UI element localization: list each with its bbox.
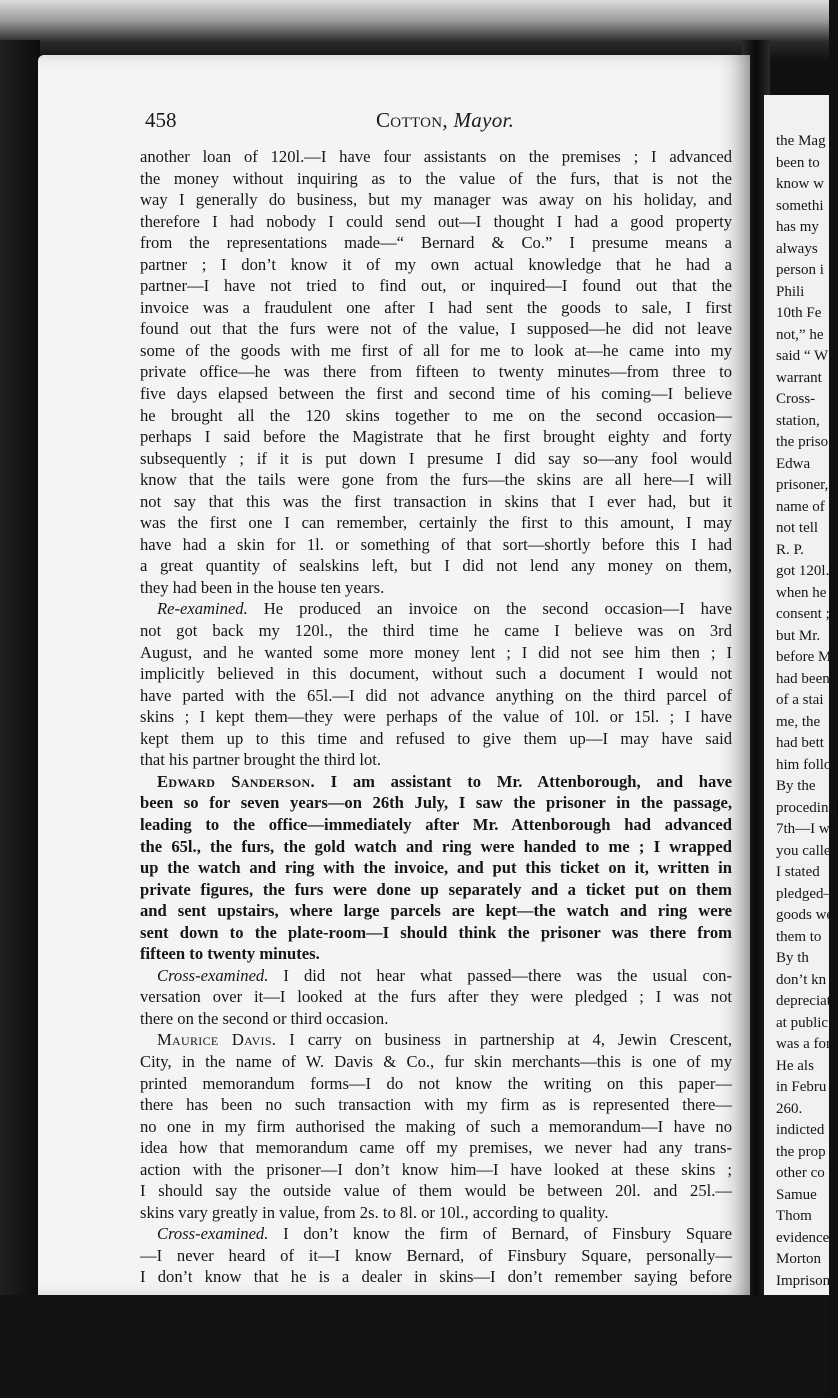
line-text: he brought all the 120 skins together to me on the second occasion— xyxy=(140,405,732,425)
facing-page-fragment: them to xyxy=(776,928,822,945)
facing-page-fragment: Phili xyxy=(776,283,805,300)
text-line xyxy=(140,340,732,362)
text-line xyxy=(140,1051,732,1073)
examination-heading: Cross-examined. xyxy=(157,965,269,985)
line-text: fifteen to twenty minutes. xyxy=(140,944,320,964)
text-line xyxy=(140,254,732,276)
facing-page-fragment: the Mag xyxy=(776,133,826,149)
facing-page-fragment: had bett xyxy=(776,735,824,751)
text-line xyxy=(140,965,732,987)
line-text: they had been in the house ten years. xyxy=(140,577,385,597)
scan-left-edge xyxy=(0,40,40,1398)
facing-page-fragment: been to xyxy=(776,154,820,171)
text-line xyxy=(140,318,732,340)
facing-page-fragment: got 120l. xyxy=(776,563,830,579)
line-text: up the watch and ring with the invoice, and put this ticket on it, written in xyxy=(140,858,732,878)
line-text: perhaps I said before the Magistrate that he first brought eighty and forty xyxy=(140,427,732,447)
text-line xyxy=(140,168,732,190)
line-text: August, and he wanted some more money lent ; I did not see him then ; I xyxy=(140,642,732,662)
facing-page-fragment: had been xyxy=(776,670,830,687)
facing-page-fragment: By th xyxy=(776,950,809,966)
facing-page xyxy=(764,95,838,1325)
text-line xyxy=(140,749,732,771)
text-line xyxy=(140,1116,732,1138)
body-text xyxy=(140,146,732,1288)
text-line xyxy=(140,642,732,664)
text-line xyxy=(140,814,732,836)
facing-page-fragment: Imprison xyxy=(776,1272,831,1289)
text-line xyxy=(140,663,732,685)
facing-page-fragment: Cross- xyxy=(776,391,816,407)
facing-page-fragment: By the xyxy=(776,778,816,794)
line-text: leading to the office—immediately after Mr. Attenborough had advanced xyxy=(140,814,732,834)
facing-page-fragment: has my xyxy=(776,219,819,235)
line-text: a great quantity of sealskins left, but I did not lend any money on them, xyxy=(140,556,732,576)
text-line xyxy=(140,706,732,728)
running-head-title: Mayor. xyxy=(453,108,515,132)
line-text: —I never heard of it—I know Bernard, of Finsbury Square, personally— xyxy=(140,1245,732,1265)
text-line xyxy=(140,986,732,1008)
facing-page-fragment: at public xyxy=(776,1014,829,1031)
text-line xyxy=(140,361,732,383)
facing-page-text xyxy=(764,95,838,1292)
text-line xyxy=(140,879,732,901)
line-text: skins vary greatly in value, from 2s. to 8l. or 10l., according to quality. xyxy=(140,1202,609,1222)
facing-page-fragment: not tell xyxy=(776,520,819,536)
line-text: therefore I had nobody I could send out—I thought I had a good property xyxy=(140,211,732,231)
witness-name: Maurice Davis. xyxy=(157,1030,277,1050)
facing-page-fragment: consent ; xyxy=(776,606,830,622)
facing-page-fragment: Samue xyxy=(776,1186,817,1203)
line-text: idea how that memorandum came off my premises, we never had any trans- xyxy=(140,1138,732,1158)
facing-page-fragment: me, the xyxy=(776,713,821,730)
text-line xyxy=(140,534,732,556)
line-text: found out that the furs were not of the value, I supposed—he did not leave xyxy=(140,319,732,339)
line-text: some of the goods with me first of all for me to look at—he came into my xyxy=(140,340,732,360)
text-line xyxy=(140,836,732,858)
text-line xyxy=(140,792,732,814)
text-line xyxy=(140,1094,732,1116)
line-text: was the first one I can remember, certainly the first to this amount, I may xyxy=(140,513,732,533)
line-text: City, in the name of W. Davis & Co., fur skin merchants—this is one of my xyxy=(140,1051,732,1071)
running-head xyxy=(376,108,514,133)
line-text: know that the tails were gone from the furs—the skins are all here—I will xyxy=(140,470,732,490)
facing-page-fragment: warrant xyxy=(776,369,822,386)
text-line xyxy=(140,297,732,319)
text-line xyxy=(140,1137,732,1159)
facing-page-fragment: goods we xyxy=(776,907,834,923)
line-text: another loan of 120l.—I have four assistants on the premises ; I advanced xyxy=(140,147,732,166)
text-line xyxy=(140,491,732,513)
line-text: partner ; I don’t know it of my own actual knowledge that he had a xyxy=(140,254,732,274)
facing-page-fragment: I stated xyxy=(776,864,820,880)
line-text: have parted with the 65l.—I did not advance anything on the third parcel of xyxy=(140,685,732,705)
line-text: been so for seven years—on 26th July, I saw the prisoner in the passage, xyxy=(140,793,732,813)
text-line xyxy=(140,211,732,233)
text-line xyxy=(140,383,732,405)
line-text: that his partner brought the third lot. xyxy=(140,750,382,770)
facing-page-fragment: always xyxy=(776,240,818,257)
facing-page-fragment: somethi xyxy=(776,197,824,214)
facing-page-fragment: station, xyxy=(776,412,820,429)
facing-page-fragment: proceding xyxy=(776,799,836,816)
scan-bottom-edge xyxy=(0,1295,829,1398)
witness-name: Edward Sanderson. xyxy=(157,771,315,791)
facing-page-fragment: in Febru xyxy=(776,1079,827,1095)
text-line xyxy=(140,426,732,448)
examination-heading: Re-examined. xyxy=(157,599,248,619)
facing-page-fragment: name of xyxy=(776,498,825,515)
line-text: versation over it—I looked at the furs after they were pledged ; I was not xyxy=(140,987,732,1007)
facing-page-fragment: said “ W xyxy=(776,348,829,364)
line-text: not got back my 120l., the third time he came I believe was on 3rd xyxy=(140,621,732,641)
line-text: no one in my firm authorised the making of such a memorandum—I have no xyxy=(140,1116,732,1136)
line-text: sent down to the plate-room—I should think the prisoner was there from xyxy=(140,922,732,942)
facing-page-fragment: depreciat xyxy=(776,993,831,1009)
facing-page-fragment: prisoner, xyxy=(776,477,829,493)
text-line xyxy=(140,685,732,707)
line-text: I did not hear what passed—there was the usual con- xyxy=(268,965,732,985)
text-line xyxy=(140,1223,732,1245)
line-text: I don’t know the firm of Bernard, of Finsbury Square xyxy=(268,1224,732,1244)
text-line xyxy=(140,1008,732,1030)
line-text: private office—he was there from fifteen to twenty minutes—from three to xyxy=(140,362,732,382)
facing-page-fragment: evidence xyxy=(776,1229,830,1246)
line-text: and sent upstairs, where large parcels are kept—the watch and ring were xyxy=(140,901,732,921)
line-text: skins ; I kept them—they were perhaps of the value of 10l. or 15l. ; I have xyxy=(140,707,732,727)
line-text: partner—I have not tried to find out, or inquired—I found out that the xyxy=(140,276,732,296)
text-line xyxy=(140,943,732,965)
text-line xyxy=(140,1180,732,1202)
line-text: action with the prisoner—I don’t know him—I have looked at these skins ; xyxy=(140,1159,732,1179)
text-line xyxy=(140,405,732,427)
text-line xyxy=(140,1029,732,1051)
facing-page-fragment: the prop xyxy=(776,1143,826,1160)
facing-page-fragment: Edwa xyxy=(776,455,811,472)
scan-top-edge xyxy=(0,0,829,60)
line-text: from the representations made—“ Bernard & Co.” I presume means a xyxy=(140,233,732,253)
facing-page-fragment: Thom xyxy=(776,1208,812,1224)
text-line xyxy=(140,1202,732,1224)
text-line xyxy=(140,448,732,470)
line-text: private figures, the furs were done up separately and a ticket put on them xyxy=(140,879,732,899)
facing-page-fragment: him follo xyxy=(776,756,832,773)
line-text: I should say the outside value of them would be between 20l. and 25l.— xyxy=(140,1181,732,1201)
line-text: subsequently ; if it is put down I presume I did say so—any fool would xyxy=(140,448,732,468)
text-line xyxy=(140,469,732,491)
text-line xyxy=(140,1266,732,1288)
facing-page-fragment: before M xyxy=(776,649,832,665)
text-line xyxy=(140,857,732,879)
facing-page-fragment: 10th Fe xyxy=(776,305,822,321)
line-text: the money without inquiring as to the value of the furs, that is not the xyxy=(140,168,732,188)
facing-page-fragment: other co xyxy=(776,1165,825,1181)
facing-page-fragment: 7th—I w xyxy=(776,821,830,837)
text-line xyxy=(140,275,732,297)
line-text: I am assistant to Mr. Attenborough, and have xyxy=(314,771,732,791)
facing-page-fragment: Morton xyxy=(776,1251,821,1267)
line-text: I carry on business in partnership at 4, Jewin Crescent, xyxy=(276,1030,732,1050)
line-text: have had a skin for 1l. or something of that sort—shortly before this I had xyxy=(140,534,732,554)
facing-page-fragment: when he xyxy=(776,584,827,601)
facing-page-fragment: know w xyxy=(776,176,824,192)
facing-page-fragment: indicted xyxy=(776,1122,825,1138)
line-text: kept them up to this time and refused to give them up—I may have said xyxy=(140,728,732,748)
facing-page-fragment: pledged— xyxy=(776,885,838,902)
text-line xyxy=(140,577,732,599)
line-text: there has been no such transaction with my firm as is represented there— xyxy=(140,1095,732,1115)
facing-page-fragment: person i xyxy=(776,262,824,278)
facing-page-fragment: you calle xyxy=(776,842,831,859)
facing-page-fragment: the priso xyxy=(776,434,829,450)
line-text: not say that this was the first transaction in skins that I ever had, but it xyxy=(140,491,732,511)
facing-page-fragment: not,” he xyxy=(776,326,824,343)
text-line xyxy=(140,900,732,922)
line-text: I don’t know that he is a dealer in skins—I don’t remember saying before xyxy=(140,1267,732,1287)
examination-heading: Cross-examined. xyxy=(157,1224,269,1244)
line-text: He produced an invoice on the second occasion—I have xyxy=(247,599,732,619)
line-text: way I generally do business, but my manager was away on his holiday, and xyxy=(140,190,732,210)
facing-page-fragment: 260. xyxy=(776,1100,803,1117)
facing-page-fragment: He als xyxy=(776,1057,814,1074)
page-number: 458 xyxy=(145,108,177,132)
text-line xyxy=(140,512,732,534)
text-line xyxy=(140,1159,732,1181)
line-text: five days elapsed between the first and second time of his coming—I believe xyxy=(140,384,732,404)
text-line xyxy=(140,555,732,577)
text-line xyxy=(140,146,732,168)
facing-page-fragment: was a for xyxy=(776,1036,831,1052)
line-text: the 65l., the furs, the gold watch and ring were handed to me ; I wrapped xyxy=(140,836,732,856)
line-text: implicitly believed in this document, without such a document I would not xyxy=(140,664,732,684)
facing-page-fragment: but Mr. xyxy=(776,627,821,644)
text-line xyxy=(140,189,732,211)
line-text: there on the second or third occasion. xyxy=(140,1008,389,1028)
text-line xyxy=(140,620,732,642)
text-line xyxy=(140,1073,732,1095)
line-text: printed memorandum forms—I do not know the writing on this paper— xyxy=(140,1073,732,1093)
text-line xyxy=(140,922,732,944)
facing-page-fragment: of a stai xyxy=(776,692,824,708)
line-text: invoice was a fraudulent one after I had sent the goods to sale, I first xyxy=(140,297,732,317)
text-line xyxy=(140,771,732,793)
text-line xyxy=(140,598,732,620)
text-line xyxy=(140,232,732,254)
running-head-name: Cotton, xyxy=(376,108,448,132)
facing-page-fragment: R. P. xyxy=(776,541,804,558)
facing-page-fragment: don’t kn xyxy=(776,971,827,988)
text-line xyxy=(140,728,732,750)
text-line xyxy=(140,1245,732,1267)
